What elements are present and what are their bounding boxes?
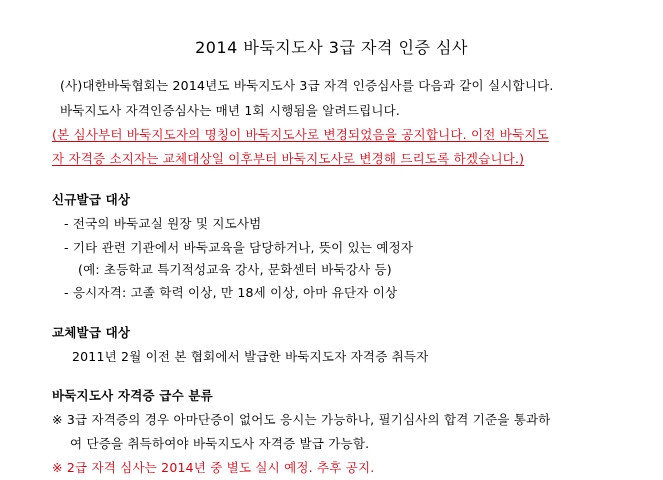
grade-heading: 바둑지도사 자격증 급수 분류 [52,388,213,403]
new-issue-item-3: - 응시자격: 고졸 학력 이상, 만 18세 이상, 아마 유단자 이상 [64,285,398,300]
rename-notice-line-1: (본 심사부터 바둑지도자의 명칭이 바둑지도사로 변경되었음을 공지합니다. 이전 바둑지도 [52,127,549,142]
page-title: 2014 바둑지도사 3급 자격 인증 심사 [195,38,468,57]
replacement-text: 2011년 2월 이전 본 협회에서 발급한 바둑지도자 자격증 취득자 [72,349,429,364]
intro-line-1: (사)대한바둑협회는 2014년도 바둑지도사 3급 자격 인증심사를 다음과 같이 실시합니다. [60,78,554,93]
new-issue-heading: 신규발급 대상 [52,192,131,207]
grade-note-1-line-1: ※ 3급 자격증의 경우 아마단증이 없어도 응시는 가능하나, 필기심사의 합격 기준을 통과하 [52,412,551,427]
replacement-heading: 교체발급 대상 [52,325,131,340]
grade-note-1-line-2: 여 단증을 취득하여야 바둑지도사 자격증 발급 가능함. [70,436,370,451]
new-issue-item-2: - 기타 관련 기관에서 바둑교육을 담당하거나, 뜻이 있는 예정자 [64,240,414,255]
new-issue-item-1: - 전국의 바둑교실 원장 및 지도사범 [64,216,262,231]
intro-line-2: 바둑지도사 자격인증심사는 매년 1회 시행됨을 알려드립니다. [60,103,401,118]
new-issue-item-2-example: (예: 초등학교 특기적성교육 강사, 문화센터 바둑강사 등) [78,262,392,277]
rename-notice-line-2: 자 자격증 소지자는 교체대상일 이후부터 바둑지도사로 변경해 드리도록 하겠습니다.) [52,151,525,166]
grade-note-2: ※ 2급 자격 심사는 2014년 중 별도 실시 예정. 추후 공지. [52,460,375,475]
